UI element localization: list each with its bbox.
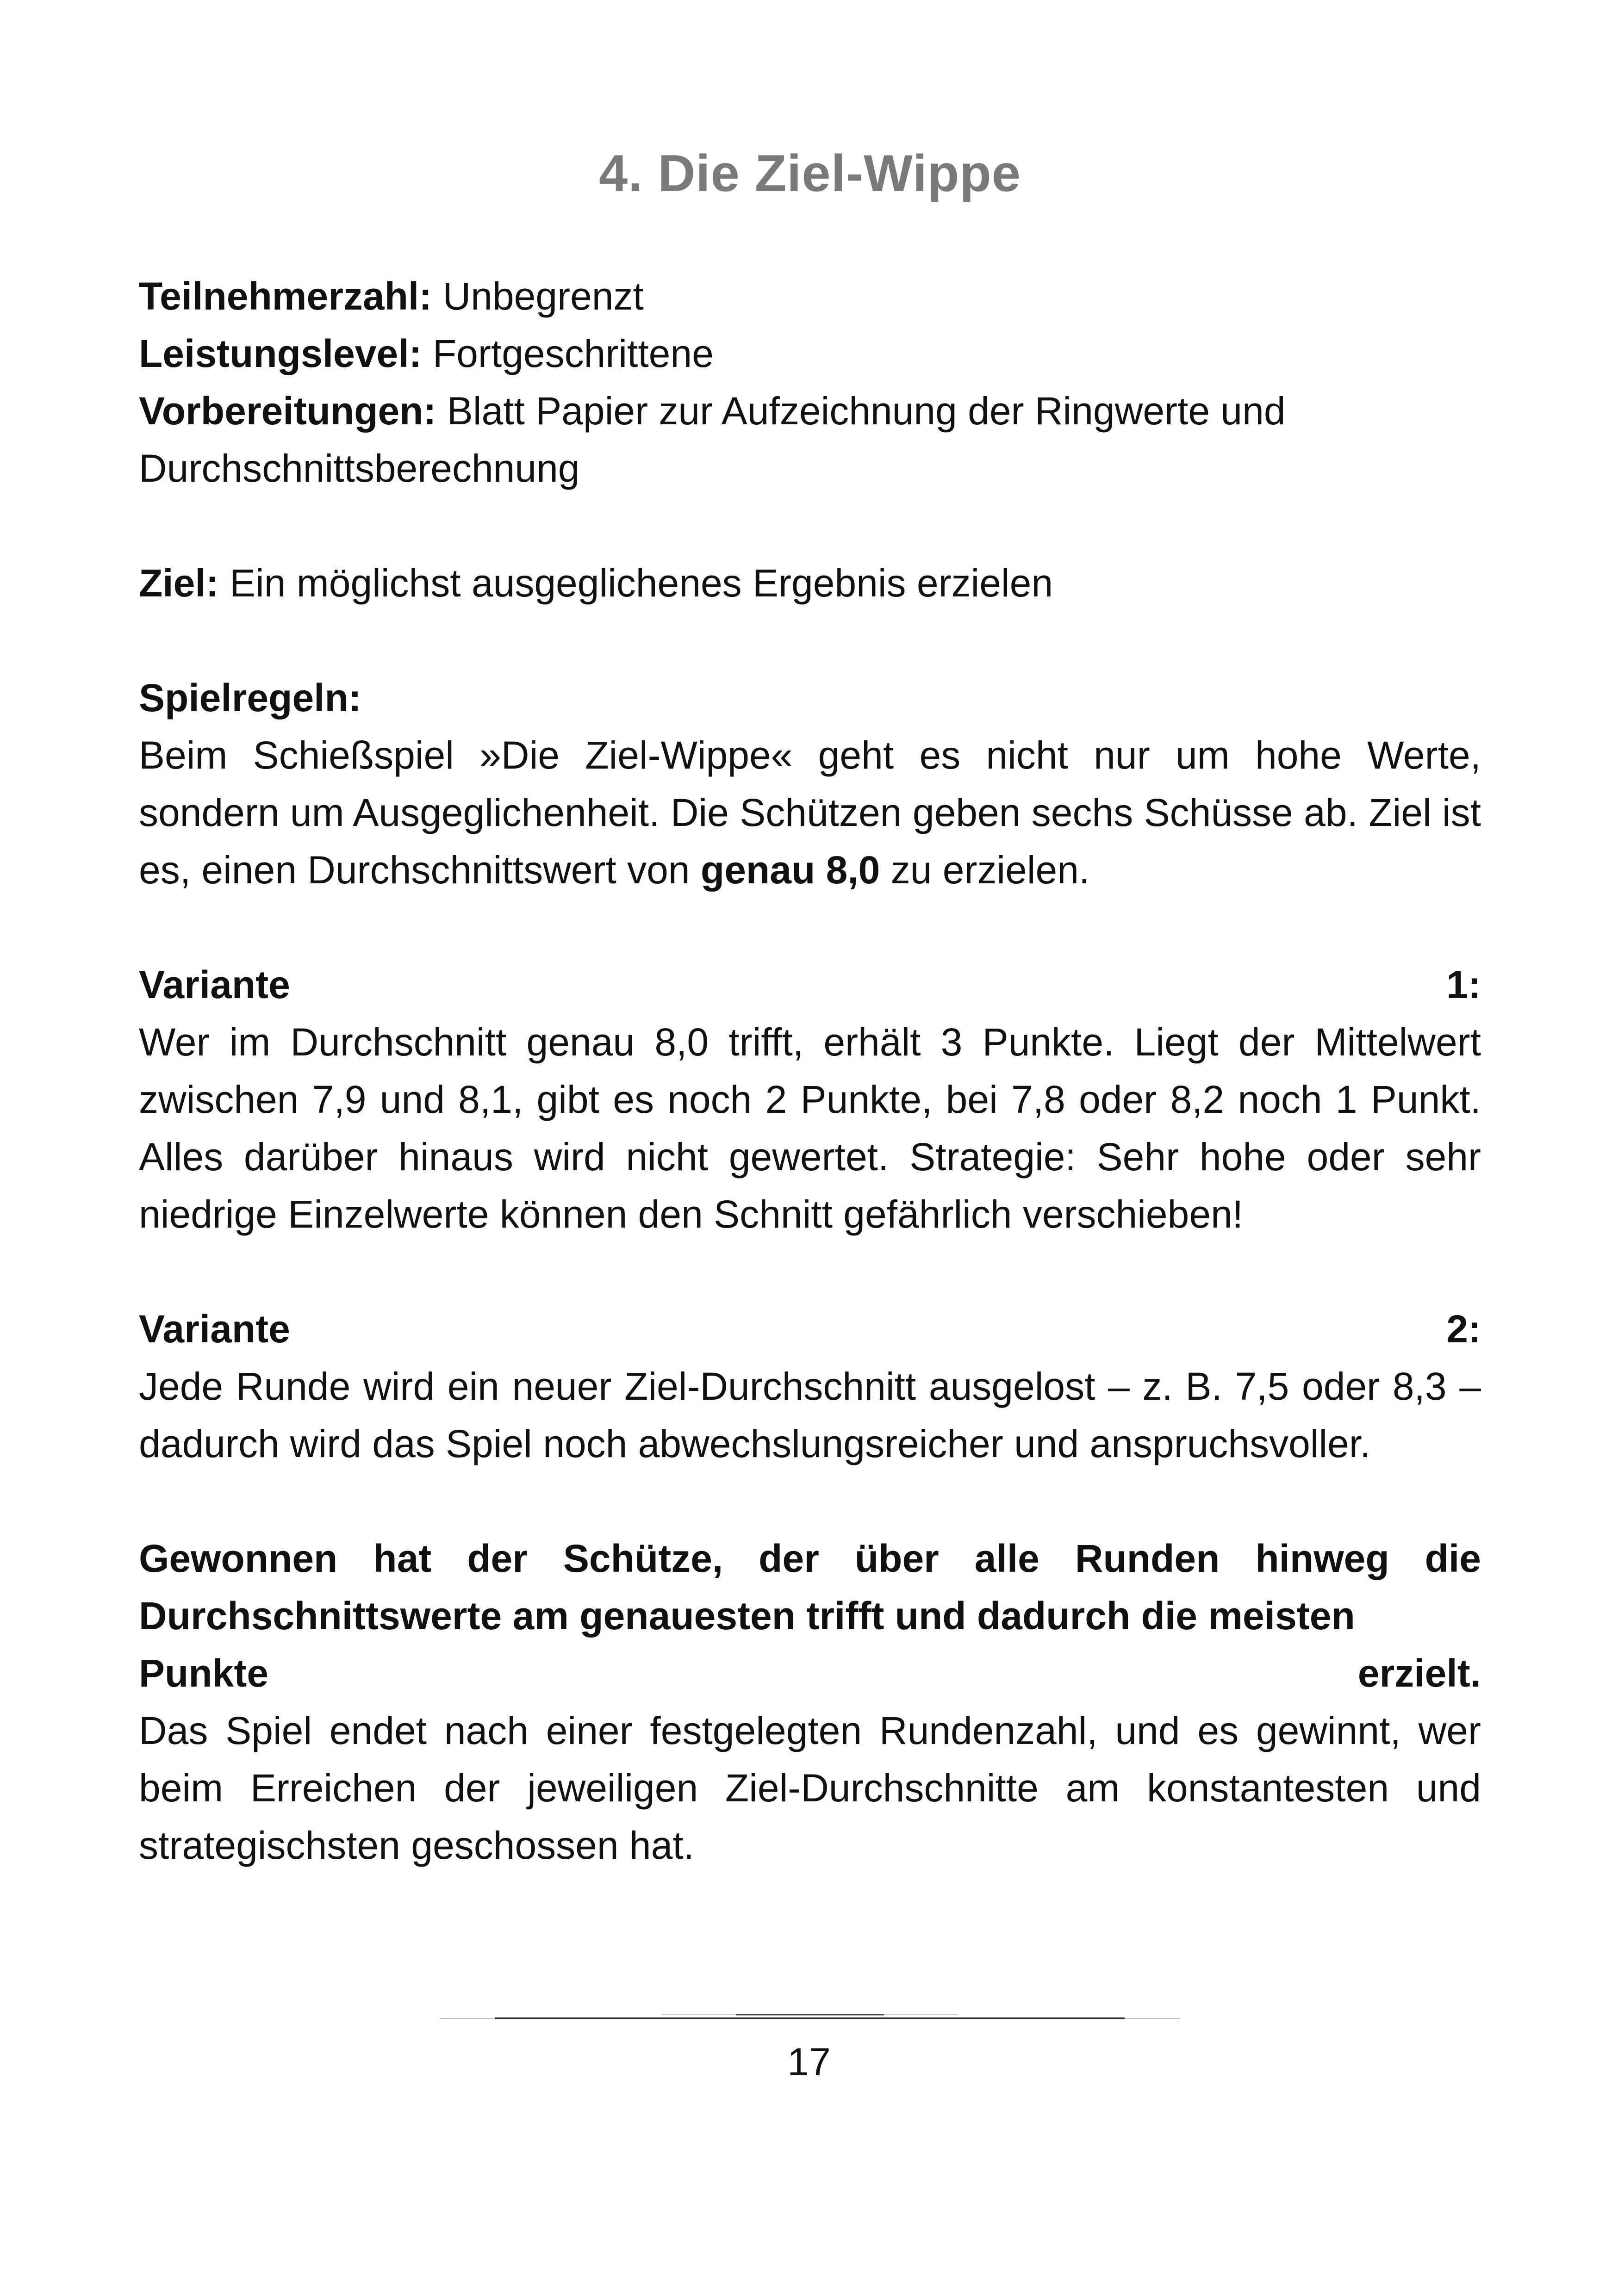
participants-label: Teilnehmerzahl:: [139, 274, 432, 318]
variant-1-heading: [139, 956, 1481, 1013]
variant-2-text: Jede Runde wird ein neuer Ziel-Durchschnitt ausgelost – z. B. 7,5 oder 8,3 – dadurch wird das Spiel noch abwechslungsreicher und anspruchsvoller.: [139, 1365, 1481, 1465]
variant-2-heading-word: Variante: [139, 1307, 290, 1351]
participants-value: Unbegrenzt: [432, 274, 644, 318]
winner-bold-last-line: [139, 1644, 1481, 1702]
participants-line: [139, 267, 1481, 325]
rules-text-after: zu erzielen.: [880, 848, 1090, 892]
spacer: [139, 497, 1481, 554]
variant-1-heading-word: Variante: [139, 963, 290, 1006]
rules-text-before: Beim Schießspiel »Die Ziel-Wippe« geht es nicht nur um hohe Werte, sondern um Ausgeglichenheit. Die Schützen geben sechs Schüsse ab. Ziel ist es, einen Durchschnittswert von: [139, 733, 1481, 892]
spacer: [139, 612, 1481, 669]
page-title: 4. Die Ziel-Wippe: [598, 144, 1021, 202]
winner-text: Das Spiel endet nach einer festgelegten Rundenzahl, und es gewinnt, wer beim Erreichen der jeweiligen Ziel-Durchschnitte am konstantesten und strategischsten geschossen hat.: [139, 1709, 1481, 1867]
goal-label: Ziel:: [139, 561, 219, 605]
spacer: [139, 899, 1481, 956]
spacer: [139, 1243, 1481, 1300]
level-line: [139, 325, 1481, 382]
preparation-value: Blatt Papier zur Aufzeichnung der Ringwerte und Durchschnittsberechnung: [139, 389, 1286, 490]
variant-1-heading-num: 1:: [1446, 963, 1481, 1006]
document-body: [139, 267, 1481, 1874]
goal-value: Ein möglichst ausgeglichenes Ergebnis erzielen: [218, 561, 1053, 605]
footer-divider: [440, 2014, 1180, 2020]
preparation-line: [139, 382, 1481, 497]
page-number: 17: [787, 2040, 831, 2084]
rules-heading: Spielregeln:: [139, 676, 361, 720]
rules-text: [139, 726, 1481, 899]
winner-bold-text: Gewonnen hat der Schütze, der über alle Runden hinweg die Durchschnittswerte am genauesten trifft und dadurch die meisten: [139, 1537, 1481, 1638]
variant-1-text: Wer im Durchschnitt genau 8,0 trifft, erhält 3 Punkte. Liegt der Mittelwert zwischen 7,9 und 8,1, gibt es noch 2 Punkte, bei 7,8 oder 8,2 noch 1 Punkt. Alles darüber hinaus wird nicht gewertet. Strategie: Sehr hohe oder sehr niedrige Einzelwerte können den Schnitt gefährlich verschieben!: [139, 1020, 1481, 1236]
spacer: [139, 1472, 1481, 1530]
level-value: Fortgeschrittene: [422, 332, 714, 375]
variant-2-heading: [139, 1300, 1481, 1358]
rules-text-bold: genau 8,0: [700, 848, 880, 892]
level-label: Leistungslevel:: [139, 332, 422, 375]
goal-line: [139, 554, 1481, 612]
winner-bold-last-left: Punkte: [139, 1651, 269, 1695]
preparation-label: Vorbereitungen:: [139, 389, 436, 433]
variant-2-heading-num: 2:: [1446, 1307, 1481, 1351]
winner-bold-last-right: erzielt.: [1357, 1651, 1481, 1695]
